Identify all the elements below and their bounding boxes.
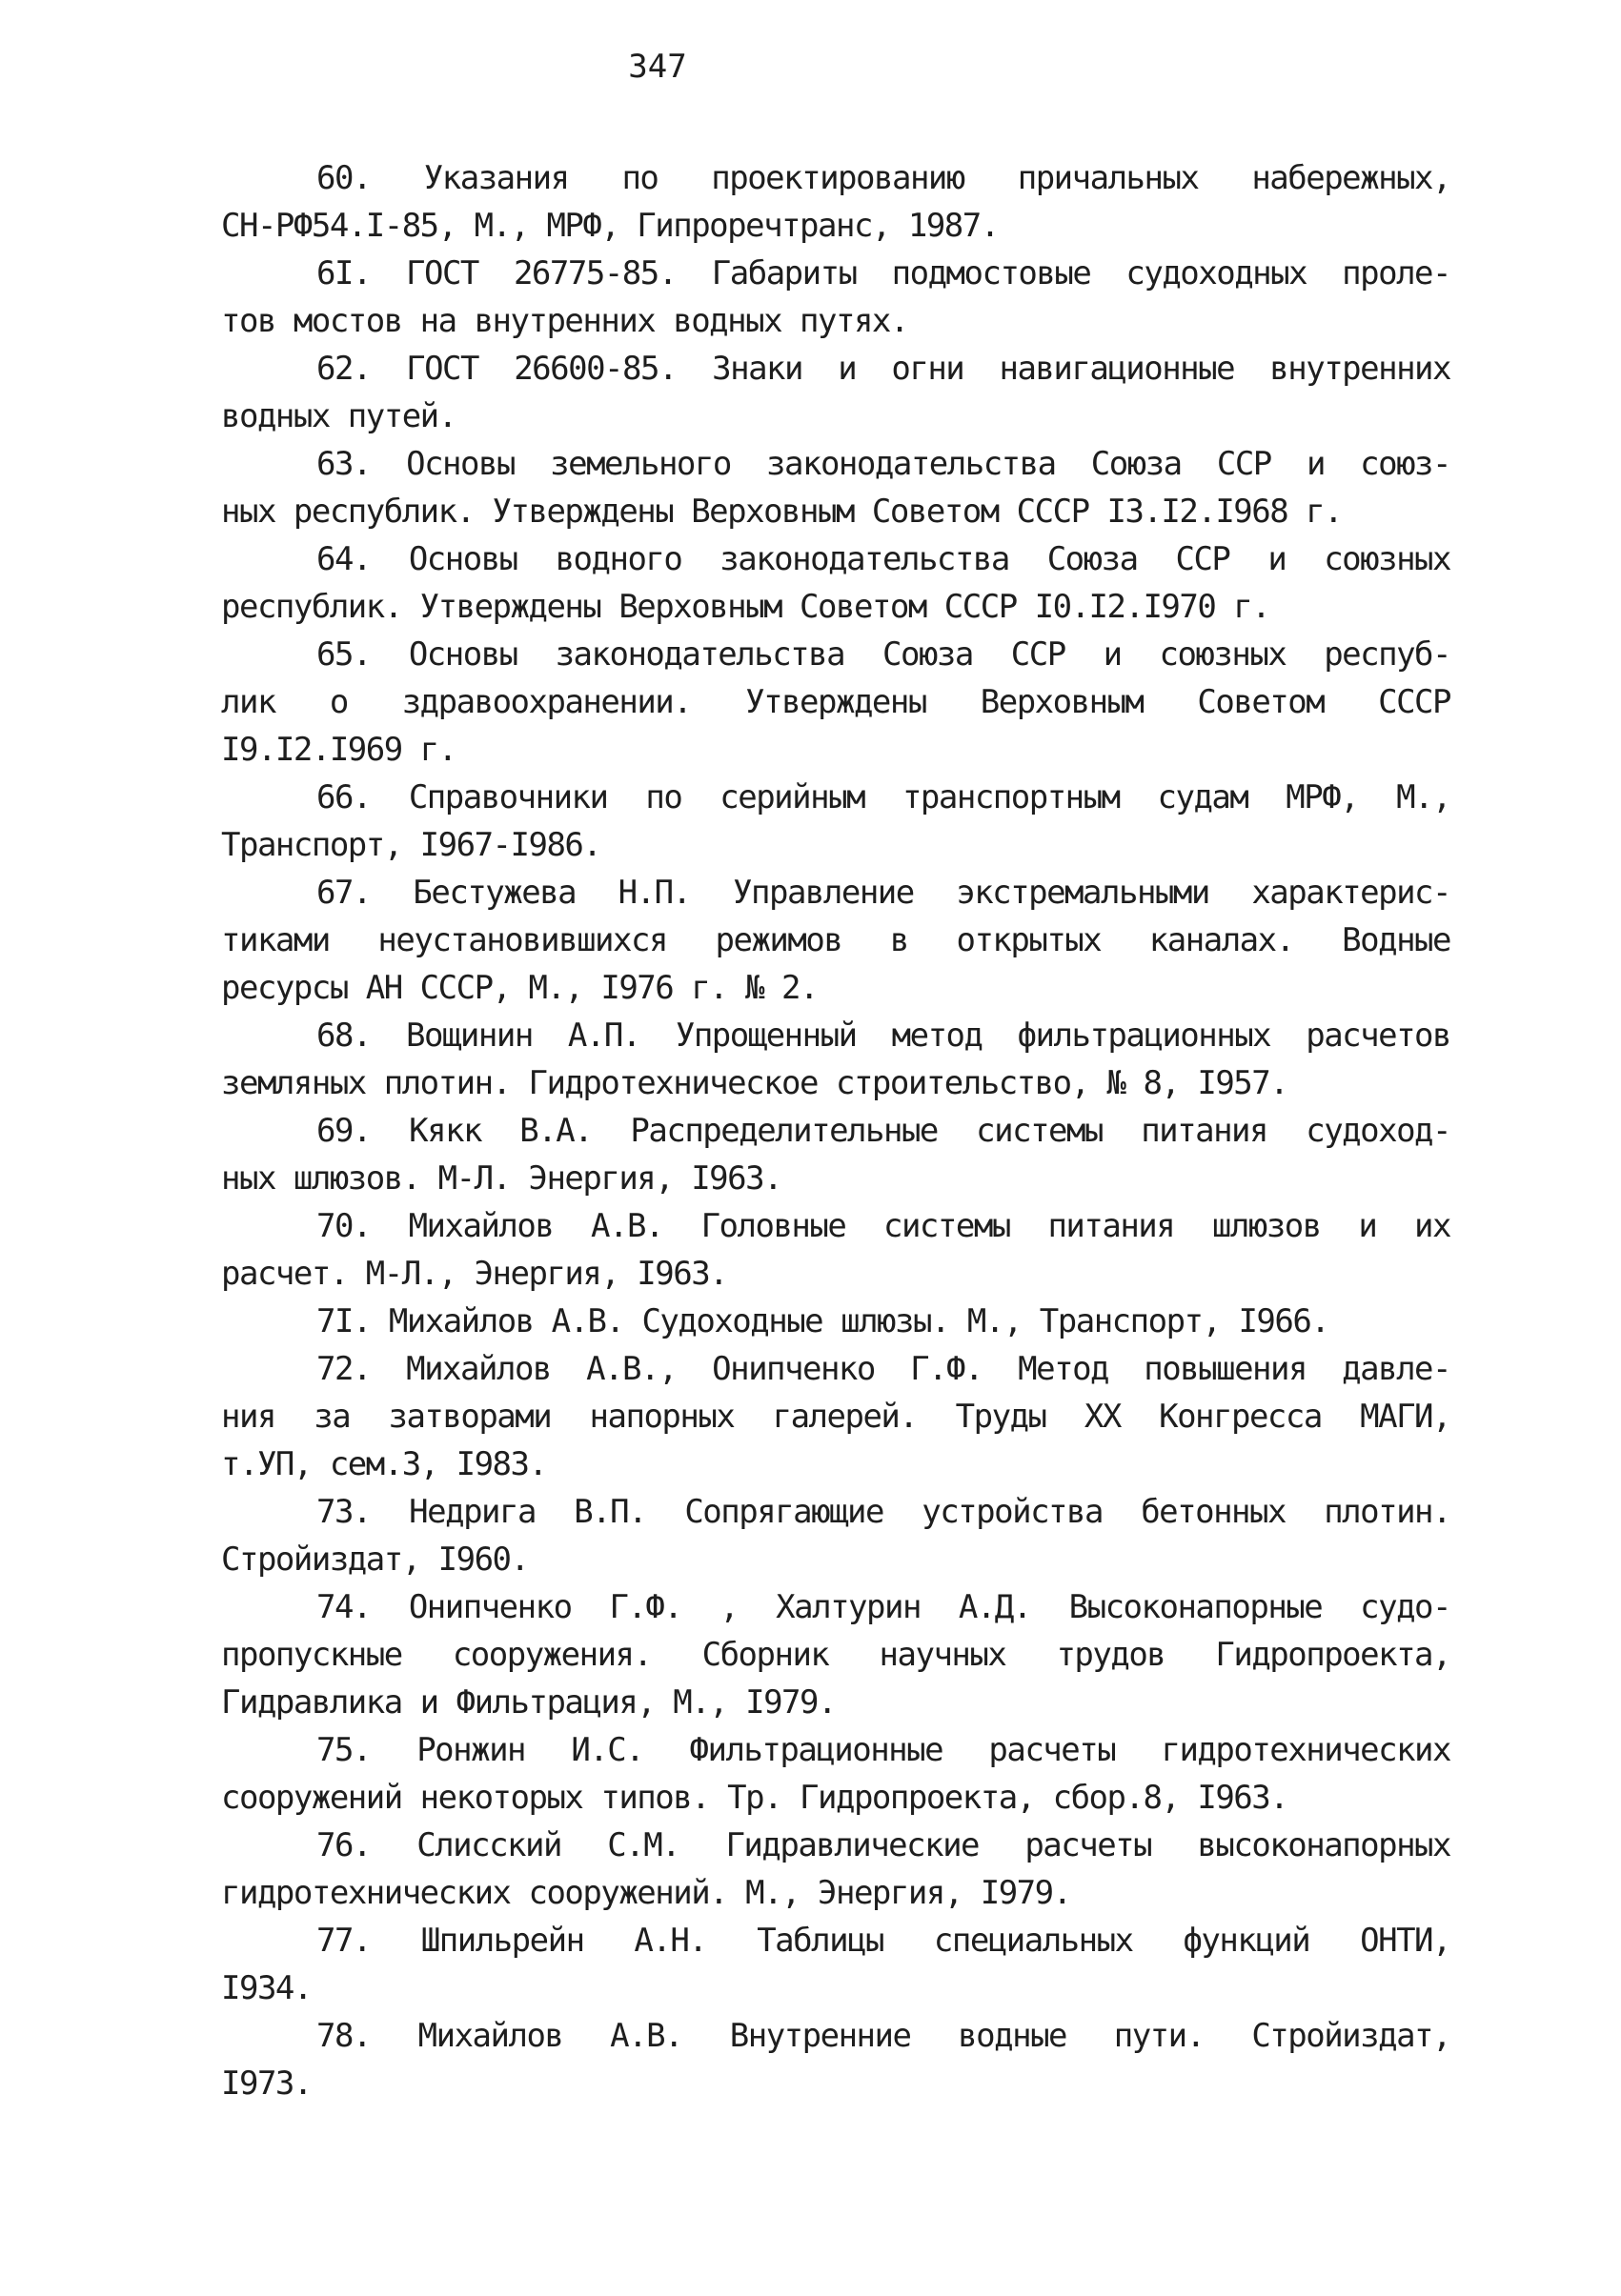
reference-entry: [221, 440, 1450, 535]
reference-first-line: 7I. Михайлов А.В. Судоходные шлюзы. М., Транспорт, I966.: [316, 1302, 1329, 1340]
reference-continuation-line: расчет. М-Л., Энергия, I963.: [221, 1255, 728, 1293]
reference-continuation-line: Транспорт, I967-I986.: [221, 826, 601, 864]
reference-entry: [221, 1917, 1450, 2012]
reference-continuation-line: пропускные сооружения. Сборник научных трудов Гидропроекта,: [221, 1636, 1450, 1674]
reference-first-line: 64. Основы водного законодательства Союза ССР и союзных: [316, 540, 1450, 578]
reference-continuation-line: СН-РФ54.I-85, М., МРФ, Гипроречтранс, 1987.: [221, 207, 999, 245]
reference-entry: [221, 1822, 1450, 1917]
reference-first-line: 76. Слисский С.М. Гидравлические расчеты высоконапорных: [316, 1826, 1450, 1864]
reference-continuation-line: тиками неустановившихся режимов в открытых каналах. Водные: [221, 921, 1450, 959]
reference-first-line: 65. Основы законодательства Союза ССР и союзных респуб-: [316, 635, 1450, 674]
reference-entry: [221, 1012, 1450, 1107]
reference-entry: [221, 2012, 1450, 2107]
reference-continuation-line: ных шлюзов. М-Л. Энергия, I963.: [221, 1159, 782, 1198]
reference-list: [221, 154, 1450, 2107]
reference-continuation-line: ния за затворами напорных галерей. Труды XX Конгресса МАГИ,: [221, 1398, 1450, 1436]
reference-entry: [221, 1488, 1450, 1583]
reference-continuation-line: земляных плотин. Гидротехническое строительство, № 8, I957.: [221, 1064, 1288, 1102]
reference-entry: [221, 1345, 1450, 1488]
reference-continuation-line: лик о здравоохранении. Утверждены Верховным Советом СССР: [221, 683, 1450, 721]
reference-continuation-line: тов мостов на внутренних водных путях.: [221, 302, 908, 340]
reference-continuation-line: I934.: [221, 1969, 312, 2007]
reference-entry: [221, 250, 1450, 345]
reference-entry: [221, 1298, 1450, 1345]
reference-first-line: 62. ГОСТ 26600-85. Знаки и огни навигационные внутренних: [316, 350, 1450, 388]
reference-first-line: 68. Вощинин А.П. Упрощенный метод фильтрационных расчетов: [316, 1017, 1450, 1055]
reference-continuation-line: I9.I2.I969 г.: [221, 731, 456, 769]
reference-continuation-line: т.УП, сем.3, I983.: [221, 1445, 547, 1483]
reference-continuation-line: ных республик. Утверждены Верховным Советом СССР I3.I2.I968 г.: [221, 493, 1343, 531]
reference-continuation-line: ресурсы АН СССР, М., I976 г. № 2.: [221, 969, 819, 1007]
reference-first-line: 63. Основы земельного законодательства Союза ССР и союз-: [316, 445, 1450, 483]
reference-entry: [221, 535, 1450, 631]
reference-first-line: 67. Бестужева Н.П. Управление экстремальными характерис-: [316, 874, 1450, 912]
reference-continuation-line: республик. Утверждены Верховным Советом СССР I0.I2.I970 г.: [221, 588, 1270, 626]
reference-first-line: 75. Ронжин И.С. Фильтрационные расчеты гидротехнических: [316, 1731, 1450, 1769]
reference-first-line: 73. Недрига В.П. Сопрягающие устройства бетонных плотин.: [316, 1493, 1450, 1531]
reference-continuation-line: I973.: [221, 2064, 312, 2103]
reference-first-line: 70. Михайлов А.В. Головные системы питания шлюзов и их: [316, 1207, 1450, 1245]
reference-continuation-line: сооружений некоторых типов. Тр. Гидропроекта, сбор.8, I963.: [221, 1779, 1288, 1817]
reference-entry: [221, 1202, 1450, 1298]
reference-entry: [221, 869, 1450, 1012]
reference-entry: [221, 345, 1450, 440]
reference-continuation-line: водных путей.: [221, 397, 456, 435]
reference-entry: [221, 1107, 1450, 1202]
reference-first-line: 60. Указания по проектированию причальных набережных,: [316, 159, 1450, 197]
reference-continuation-line: Гидравлика и Фильтрация, М., I979.: [221, 1683, 836, 1722]
reference-continuation-line: гидротехнических сооружений. М., Энергия, I979.: [221, 1874, 1071, 1912]
page-number: 347: [628, 48, 687, 86]
reference-first-line: 6I. ГОСТ 26775-85. Габариты подмостовые судоходных проле-: [316, 254, 1450, 292]
reference-entry: [221, 774, 1450, 869]
reference-entry: [221, 631, 1450, 774]
reference-continuation-line: Стройиздат, I960.: [221, 1541, 529, 1579]
reference-first-line: 66. Справочники по серийным транспортным судам МРФ, М.,: [316, 778, 1450, 816]
reference-first-line: 69. Кякк В.А. Распределительные системы питания судоход-: [316, 1112, 1450, 1150]
reference-entry: [221, 1726, 1450, 1822]
reference-first-line: 77. Шпильрейн А.Н. Таблицы специальных функций ОНТИ,: [316, 1922, 1450, 1960]
reference-entry: [221, 154, 1450, 250]
reference-entry: [221, 1583, 1450, 1726]
reference-first-line: 78. Михайлов А.В. Внутренние водные пути. Стройиздат,: [316, 2017, 1450, 2055]
reference-first-line: 72. Михайлов А.В., Онипченко Г.Ф. Метод повышения давле-: [316, 1350, 1450, 1388]
reference-first-line: 74. Онипченко Г.Ф. , Халтурин А.Д. Высоконапорные судо-: [316, 1588, 1450, 1626]
